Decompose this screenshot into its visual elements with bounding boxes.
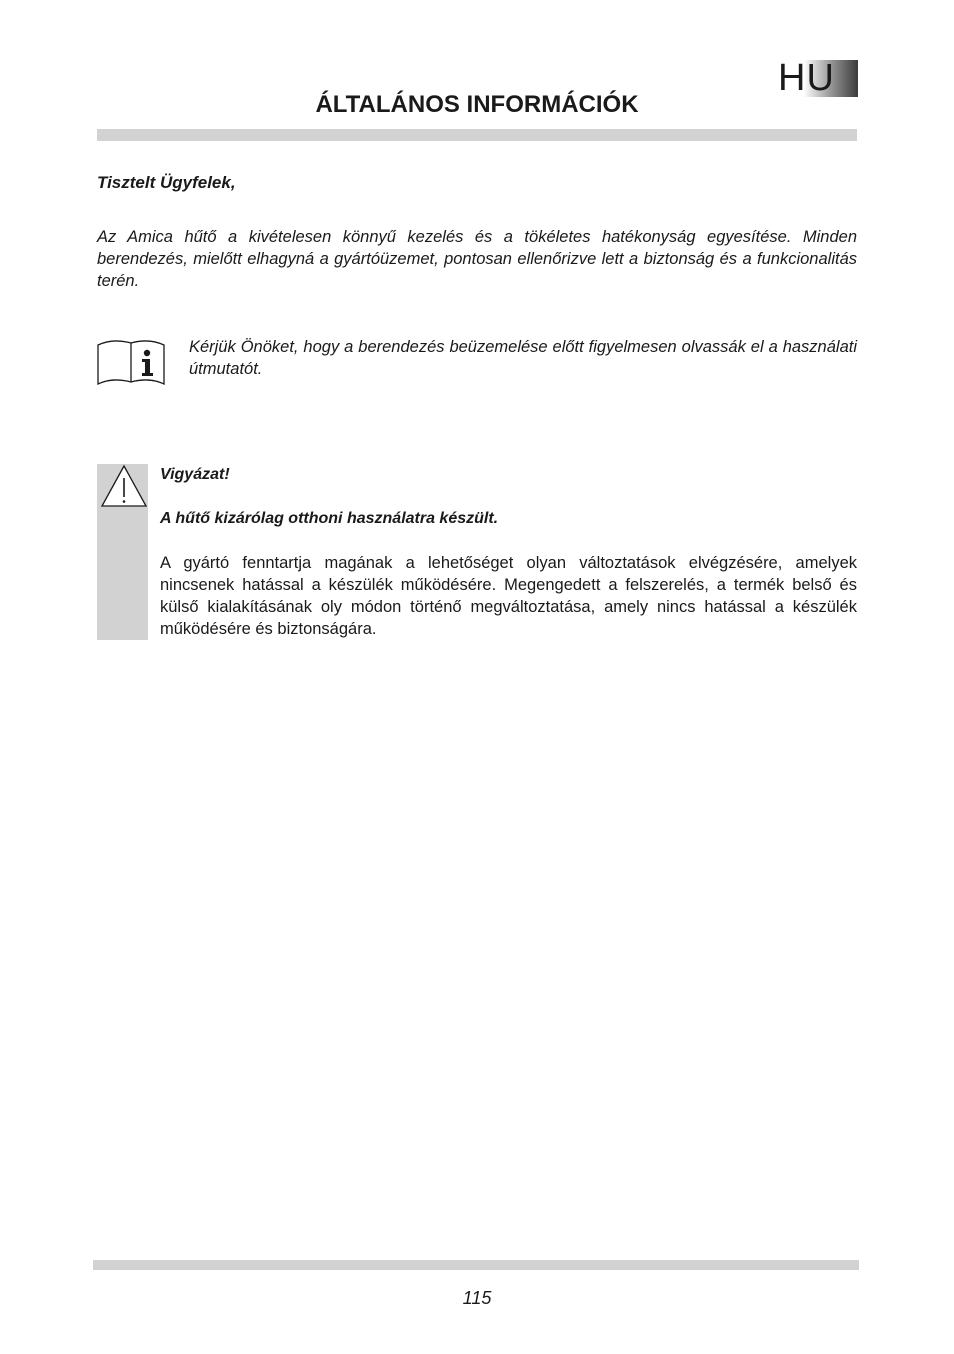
warning-body: A gyártó fenntartja magának a lehetőséget olyan változtatások elvégzésére, amelyek nincsenek hatással a készülék működésére. Megengedett a felszerelés, a termék belső és külső kialakításának oly módon történő megváltoztatása, amely nincs hatással a készülék működésére és biztonságára. <box>160 554 857 638</box>
bottom-divider <box>93 1260 859 1270</box>
language-code: HU <box>778 57 835 99</box>
greeting: Tisztelt Ügyfelek, <box>97 173 236 192</box>
warning-subtitle: A hűtő kizárólag otthoni használatra készült. <box>160 510 499 527</box>
page-number: 115 <box>462 1288 492 1308</box>
top-divider <box>97 129 857 141</box>
page-title: ÁLTALÁNOS INFORMÁCIÓK <box>315 91 639 118</box>
intro-paragraph: Az Amica hűtő a kivételesen könnyű kezelés és a tökéletes hatékonyság egyesítése. Minden berendezés, mielőtt elhagyná a gyártóüzemet, pontosan ellenőrizve lett a biztonság és a funkcionalitás terén. <box>97 228 857 290</box>
warning-title: Vigyázat! <box>160 466 230 483</box>
info-note-text: Kérjük Önöket, hogy a berendezés beüzemelése előtt figyelmesen olvassák el a használati útmutatót. <box>189 338 857 378</box>
warning-triangle-icon <box>100 464 148 508</box>
info-book-icon <box>97 337 165 385</box>
